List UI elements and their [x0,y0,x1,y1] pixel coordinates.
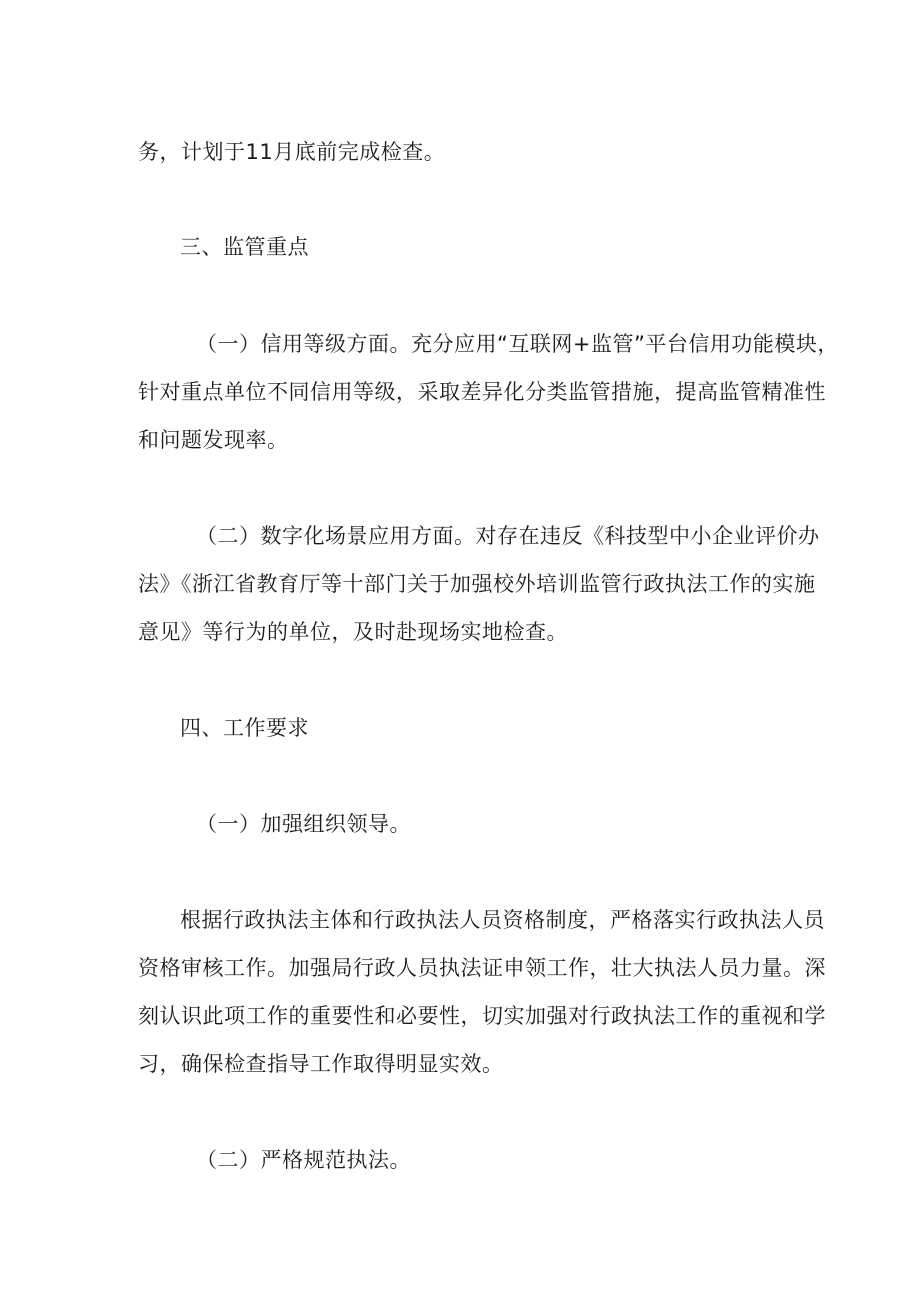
section-heading-work-requirements: 四、工作要求 [180,716,309,740]
subheading-strengthen-leadership: （一）加强组织领导。 [196,812,411,836]
paragraph-digital-scene-line-2: 法》《浙江省教育厅等十部门关于加强校外培训监管行政执法工作的实施 [138,572,816,596]
section-heading-supervision-focus: 三、监管重点 [180,235,309,259]
paragraph-qualification-line-1: 根据行政执法主体和行政执法人员资格制度，严格落实行政执法人员 [180,908,825,932]
paragraph-qualification-line-2: 资格审核工作。加强局行政人员执法证申领工作，壮大执法人员力量。深 [138,956,826,980]
paragraph-qualification-line-4: 习，确保检查指导工作取得明显实效。 [138,1052,504,1076]
paragraph-digital-scene-line-1: （二）数字化场景应用方面。对存在违反《科技型中小企业评价办 [196,524,820,548]
paragraph-credit-level-line-3: 和问题发现率。 [138,428,289,452]
paragraph-qualification-line-3: 刻认识此项工作的重要性和必要性，切实加强对行政执法工作的重视和学 [138,1004,826,1028]
subheading-standardize-enforcement: （二）严格规范执法。 [196,1148,411,1172]
paragraph-credit-level-line-2: 针对重点单位不同信用等级，采取差异化分类监管措施，提高监管精准性 [138,380,826,404]
paragraph-credit-level-line-1: （一）信用等级方面。充分应用“互联网+监管”平台信用功能模块， [196,332,839,356]
paragraph-digital-scene-line-3: 意见》等行为的单位，及时赴现场实地检查。 [138,620,568,644]
paragraph-continuation-line: 务，计划于11月底前完成检查。 [138,140,446,164]
